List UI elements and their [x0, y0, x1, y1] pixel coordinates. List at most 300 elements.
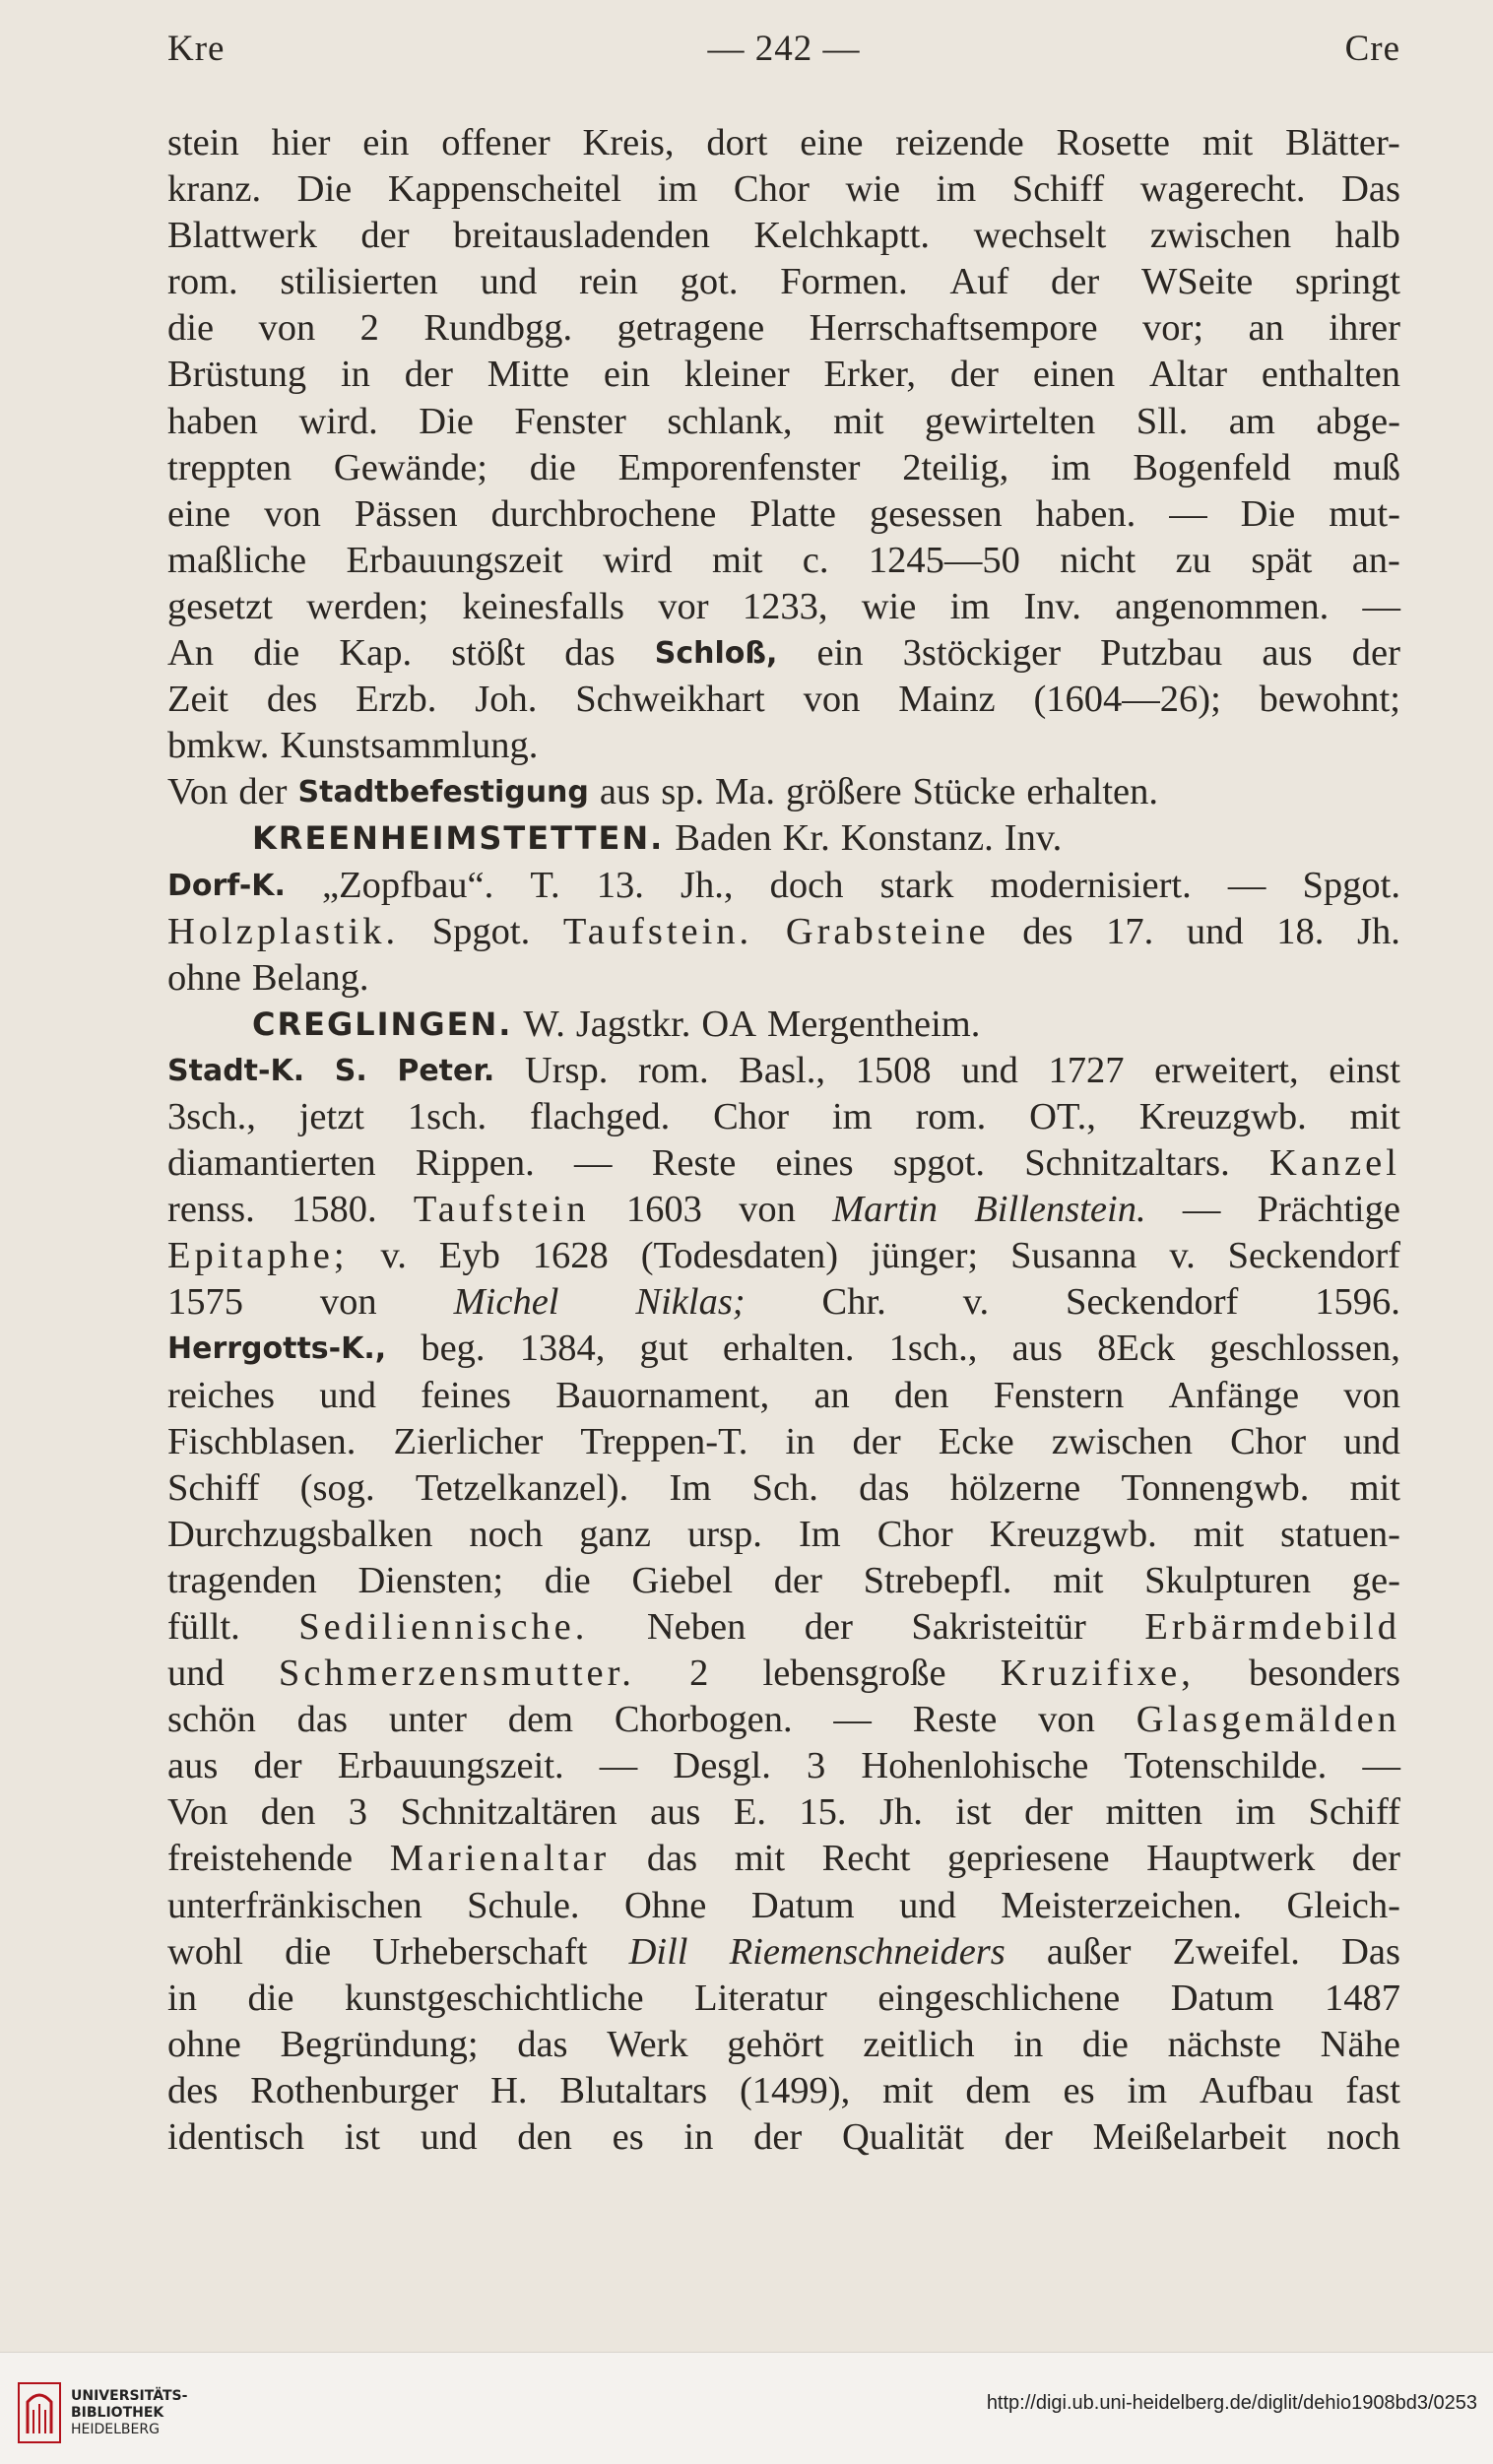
word: Mitte [487, 354, 570, 396]
word: — [1362, 585, 1400, 627]
word: und [899, 1884, 956, 1926]
text-line [167, 1419, 1400, 1465]
word: Taufstein. [562, 910, 753, 952]
word: Stadt-K. [167, 1053, 305, 1088]
word: — [833, 1699, 872, 1741]
word: statuen- [1280, 1513, 1400, 1555]
word: bmkw. [167, 725, 270, 767]
word: mit [1193, 1513, 1245, 1555]
word: und [167, 1653, 225, 1695]
word: wechselt [973, 215, 1107, 257]
word: im [1127, 2069, 1168, 2111]
word: rom. [915, 1095, 987, 1137]
word: den [893, 1374, 949, 1416]
word: Fenster [514, 400, 626, 442]
word: ge- [1351, 1559, 1400, 1601]
word: Chor [1230, 1420, 1307, 1462]
word: aus [1262, 632, 1313, 675]
word: Inv. [1023, 585, 1081, 627]
word: Tonnengwb. [1121, 1466, 1310, 1509]
word: H. [490, 2069, 528, 2111]
word: OT., [1029, 1095, 1096, 1137]
word: unterfränkischen [167, 1884, 422, 1926]
text-line [167, 166, 1400, 213]
word: Aufbau [1200, 2069, 1314, 2111]
word: Schnitzaltars. [1024, 1142, 1230, 1185]
word: Blattwerk [167, 215, 317, 257]
word: Inv. [1004, 817, 1063, 860]
word: Stadtbefestigung [297, 775, 589, 811]
word: Brüstung [167, 354, 307, 396]
word: es [1063, 2069, 1095, 2111]
word: die [285, 1930, 332, 1973]
word: Herrschaftsempore [809, 307, 1098, 350]
word: tragenden [167, 1559, 317, 1601]
word: T. [530, 864, 560, 906]
word: den [260, 1791, 316, 1834]
word: Rosette [1056, 122, 1170, 163]
word: breitausladenden [453, 215, 710, 257]
word: Martin [832, 1189, 939, 1231]
word: von [319, 1281, 377, 1324]
word: rom. [637, 1049, 709, 1091]
word: gesetzt [167, 585, 273, 627]
word: Desgl. [673, 1745, 771, 1787]
word: reizende [895, 122, 1024, 163]
word: im [657, 168, 698, 211]
word: eine [167, 492, 231, 535]
word: Kruzifixe, [1000, 1653, 1195, 1695]
word: Emporenfenster [617, 446, 861, 488]
word: c. [802, 539, 829, 581]
word: S. [334, 1053, 367, 1088]
word: Blutaltars [559, 2069, 708, 2111]
word: wie [861, 585, 917, 627]
word: Sakristeitür [911, 1606, 1086, 1648]
word: 3stöckiger [902, 632, 1062, 675]
word: dort [706, 122, 768, 163]
word: der [852, 1420, 901, 1462]
word: zeitlich [863, 2023, 975, 2065]
word: Sch. [751, 1466, 818, 1509]
word: von [1343, 1374, 1400, 1416]
text-line [167, 863, 1400, 909]
word: ein [362, 122, 410, 163]
text-line [167, 445, 1400, 491]
text-line [167, 1512, 1400, 1558]
word: im [936, 168, 977, 211]
word: (sog. [299, 1466, 375, 1509]
word: und [420, 2116, 478, 2159]
word: Giebel [631, 1559, 734, 1601]
word: noch [1327, 2116, 1400, 2159]
word: Schiff [167, 1466, 260, 1509]
text-line [167, 1002, 1400, 1048]
word: Reste [651, 1142, 737, 1185]
word: angenommen. [1115, 585, 1330, 627]
word: der [1051, 261, 1100, 303]
word: Reste [912, 1699, 998, 1741]
word: offener [441, 122, 551, 163]
word: und [961, 1049, 1018, 1091]
text-line [167, 1651, 1400, 1697]
text-line [167, 815, 1400, 862]
word: Spgot. [431, 910, 531, 952]
word: aus [167, 1745, 219, 1787]
word: Erbauungszeit [346, 539, 563, 581]
word: Ecke [938, 1420, 1014, 1462]
word: mit [712, 539, 763, 581]
word: Erbärmdebild [1144, 1606, 1400, 1648]
header-left: Kre [167, 29, 226, 69]
word: Erbauungszeit. [337, 1745, 564, 1787]
word: die [247, 1977, 294, 2019]
word: erhalten. [1026, 771, 1159, 813]
word: keinesfalls [462, 585, 625, 627]
text-line [167, 1140, 1400, 1187]
word: Nähe [1320, 2023, 1400, 2065]
word: Basl., [739, 1049, 825, 1091]
word: Auf [949, 261, 1009, 303]
word: Schmerzensmutter. [278, 1653, 635, 1695]
word: der [253, 1745, 302, 1787]
word: mit [1053, 1559, 1104, 1601]
word: der [360, 215, 410, 257]
word: hier [271, 122, 331, 163]
word: Von [167, 771, 228, 813]
word: KREENHEIMSTETTEN. [252, 819, 665, 858]
word: mit [734, 1838, 786, 1880]
text-line [167, 1789, 1400, 1836]
word: Urheberschaft [372, 1930, 588, 1973]
word: haben [167, 400, 258, 442]
word: von [1038, 1699, 1095, 1741]
word: modernisiert. [990, 864, 1192, 906]
word: treppten [167, 446, 292, 488]
word: identisch [167, 2116, 304, 2159]
word: geschlossen, [1209, 1328, 1400, 1370]
word: eines [775, 1142, 854, 1185]
text-line [167, 2068, 1400, 2114]
institution-name: UNIVERSITÄTS- BIBLIOTHEK HEIDELBERG [71, 2388, 188, 2437]
source-url[interactable]: http://digi.ub.uni-heidelberg.de/diglit/dehio1908bd3/0253 [986, 2392, 1477, 2414]
word: aus [599, 771, 651, 813]
word: 3 [807, 1745, 826, 1787]
word: das [646, 1838, 698, 1880]
text-line [167, 120, 1400, 166]
text-line [167, 1558, 1400, 1604]
university-logo-icon [18, 2382, 61, 2443]
word: jetzt [298, 1095, 365, 1137]
text-line [167, 352, 1400, 398]
word: enthalten [1261, 354, 1400, 396]
word: kleiner [683, 354, 790, 396]
word: Zweifel. [1172, 1930, 1300, 1973]
word: Literatur [694, 1977, 827, 2019]
word: erweitert, [1154, 1049, 1299, 1091]
word: ursp. [686, 1513, 762, 1555]
word: das [564, 632, 616, 675]
word: schön [167, 1699, 256, 1741]
word: Gewände; [333, 446, 487, 488]
text-line [167, 2022, 1400, 2068]
word: nächste [1167, 2023, 1282, 2065]
word: mit [833, 400, 884, 442]
word: nicht [1060, 539, 1136, 581]
word: stößt [451, 632, 526, 675]
word: eine [800, 122, 864, 163]
text-line [167, 1883, 1400, 1929]
word: hölzerne [949, 1466, 1081, 1509]
word: Die [419, 400, 474, 442]
word: spgot. [892, 1142, 985, 1185]
word: Recht [821, 1838, 911, 1880]
word: der [949, 354, 1000, 396]
word: von [258, 307, 316, 350]
text-line [167, 1048, 1400, 1094]
word: die [253, 632, 300, 675]
word: stilisierten [280, 261, 438, 303]
word: 2 [689, 1653, 709, 1695]
word: wird [603, 539, 673, 581]
word: gesessen [869, 492, 1003, 535]
word: der [238, 771, 288, 813]
word: mit [1349, 1466, 1400, 1509]
word: Stücke [912, 771, 1016, 813]
word: von [803, 679, 861, 721]
word: der [1351, 632, 1400, 675]
text-line [167, 1836, 1400, 1882]
text-line [167, 1326, 1400, 1372]
word: Durchzugsbalken [167, 1513, 433, 1555]
word: durchbrochene [490, 492, 717, 535]
word: Hauptwerk [1146, 1838, 1316, 1880]
text-line [167, 723, 1400, 769]
word: Die [1240, 492, 1296, 535]
word: Seckendorf [1066, 1281, 1239, 1324]
word: Fenstern [993, 1374, 1125, 1416]
text-line [167, 2114, 1400, 2161]
word: des [1022, 910, 1073, 952]
word: an [1248, 307, 1284, 350]
word: im [832, 1095, 873, 1137]
text-line [167, 1279, 1400, 1326]
word: das [859, 1466, 910, 1509]
word: ihrer [1329, 307, 1400, 350]
word: Kanzel [1268, 1142, 1400, 1185]
word: Belang. [251, 956, 369, 999]
word: reiches [167, 1374, 276, 1416]
word: Chor [713, 1095, 790, 1137]
word: Chorbogen. [614, 1699, 793, 1741]
word: Kappenscheitel [387, 168, 622, 211]
word: ist [955, 1791, 992, 1834]
word: gepriesene [947, 1838, 1110, 1880]
word: Schweikhart [575, 679, 765, 721]
text-line [167, 909, 1400, 955]
word: haben. [1035, 492, 1136, 535]
word: Pässen [354, 492, 458, 535]
word: Meißelarbeit [1092, 2116, 1287, 2159]
word: Begründung; [280, 2023, 479, 2065]
word: Im [669, 1466, 712, 1509]
word: Treppen-T. [580, 1420, 748, 1462]
word: zwischen [1051, 1420, 1194, 1462]
word: erhalten. [722, 1328, 855, 1370]
word: — [599, 1745, 638, 1787]
word: das [517, 2023, 568, 2065]
word: Gleich- [1286, 1884, 1400, 1926]
text-line [167, 769, 1400, 815]
word: Skulpturen [1144, 1559, 1312, 1601]
word: Schnitzaltären [400, 1791, 617, 1834]
word: Seckendorf [1227, 1235, 1400, 1277]
word: und [1186, 910, 1244, 952]
word: — [574, 1142, 613, 1185]
word: Zeit [167, 679, 228, 721]
word: Peter. [397, 1053, 495, 1088]
word: des [167, 2069, 219, 2111]
word: mit [882, 2069, 934, 2111]
word: Bauornament, [555, 1374, 770, 1416]
word: 1233, [742, 585, 828, 627]
word: kranz. [167, 168, 262, 211]
word: der [1351, 1838, 1400, 1880]
word: Kap. [339, 632, 413, 675]
word: springt [1295, 261, 1400, 303]
word: an- [1351, 539, 1400, 581]
word: der [804, 1606, 853, 1648]
word: Rundbgg. [423, 307, 573, 350]
word: jünger; [871, 1235, 979, 1277]
word: Kreuzgwb. [989, 1513, 1157, 1555]
word: ist [344, 2116, 381, 2159]
word: Ohne [624, 1884, 707, 1926]
word: Prächtige [1257, 1189, 1400, 1231]
footer-bar [0, 2352, 1493, 2464]
word: im [1235, 1791, 1276, 1834]
text-line [167, 1929, 1400, 1976]
word: Holzplastik. [167, 910, 400, 952]
word: Diensten; [357, 1559, 504, 1601]
word: beg. [421, 1328, 486, 1370]
word: OA [701, 1003, 757, 1045]
word: Erker, [823, 354, 917, 396]
word: gehört [727, 2023, 824, 2065]
word: Die [296, 168, 353, 211]
word: die [544, 1559, 591, 1601]
word: stein [167, 122, 239, 163]
word: werden; [306, 585, 429, 627]
text-line [167, 1094, 1400, 1140]
word: halb [1334, 215, 1400, 257]
word: Spgot. [1302, 864, 1400, 906]
word: ohne [167, 2023, 241, 2065]
word: Marienaltar [389, 1838, 611, 1880]
word: von [264, 492, 321, 535]
word: Neben [646, 1606, 746, 1648]
word: 1245—50 [868, 539, 1020, 581]
word: — [1182, 1189, 1221, 1231]
word: 1727 [1048, 1049, 1125, 1091]
word: fast [1345, 2069, 1400, 2111]
word: 3sch., [167, 1095, 256, 1137]
word: füllt. [167, 1606, 240, 1648]
word: der [753, 2116, 803, 2159]
header-right: Cre [1344, 29, 1400, 69]
word: CREGLINGEN. [252, 1005, 513, 1043]
word: Niklas; [635, 1281, 746, 1324]
word: in [683, 2116, 714, 2159]
word: 1596. [1315, 1281, 1400, 1324]
word: Billenstein. [974, 1189, 1146, 1231]
word: dem [507, 1699, 574, 1741]
word: 1sch. [407, 1095, 487, 1137]
word: (1499), [739, 2069, 851, 2111]
word: Mainz [898, 679, 996, 721]
word: Taufstein [413, 1189, 590, 1231]
word: unter [388, 1699, 467, 1741]
word: Das [1341, 168, 1400, 211]
word: „Zopfbau“. [322, 864, 494, 906]
word: Das [1341, 1930, 1400, 1973]
word: got. [680, 261, 739, 303]
text-line [167, 1743, 1400, 1789]
text-line [167, 1465, 1400, 1512]
word: noch [469, 1513, 544, 1555]
word: der [1024, 1791, 1073, 1834]
word: Von [167, 1791, 228, 1834]
word: Altar [1148, 354, 1228, 396]
word: die [167, 307, 215, 350]
word: Platte [749, 492, 836, 535]
word: die [1081, 2023, 1129, 2065]
word: (1604—26); [1033, 679, 1221, 721]
word: Ursp. [524, 1049, 609, 1091]
word: 2teilig, [902, 446, 1009, 488]
word: (Todesdaten) [640, 1235, 839, 1277]
word: Hohenlohische [861, 1745, 1089, 1787]
word: Schule. [467, 1884, 580, 1926]
word: Schloß, [654, 636, 778, 672]
word: 1487 [1324, 1977, 1400, 2019]
word: ein [816, 632, 864, 675]
word: des [266, 679, 318, 721]
word: Tetzelkanzel). [415, 1466, 629, 1509]
word: Jh. [878, 1791, 923, 1834]
word: Bogenfeld [1133, 446, 1291, 488]
word: flachged. [530, 1095, 671, 1137]
word: im [1050, 446, 1091, 488]
word: es [612, 2116, 644, 2159]
text-line [167, 305, 1400, 352]
text-line [167, 1976, 1400, 2022]
word: Formen. [780, 261, 908, 303]
word: in [340, 354, 370, 396]
word: zu [1175, 539, 1211, 581]
word: Qualität [841, 2116, 964, 2159]
word: zwischen [1149, 215, 1292, 257]
word: Totenschilde. [1124, 1745, 1328, 1787]
word: mitten [1105, 1791, 1203, 1834]
word: Fischblasen. [167, 1420, 357, 1462]
word: Schiff [1011, 168, 1105, 211]
word: Schiff [1308, 1791, 1400, 1834]
word: Anfänge [1168, 1374, 1300, 1416]
word: der [1004, 2116, 1053, 2159]
word: Kelchkaptt. [753, 215, 931, 257]
word: Chor [733, 168, 810, 211]
